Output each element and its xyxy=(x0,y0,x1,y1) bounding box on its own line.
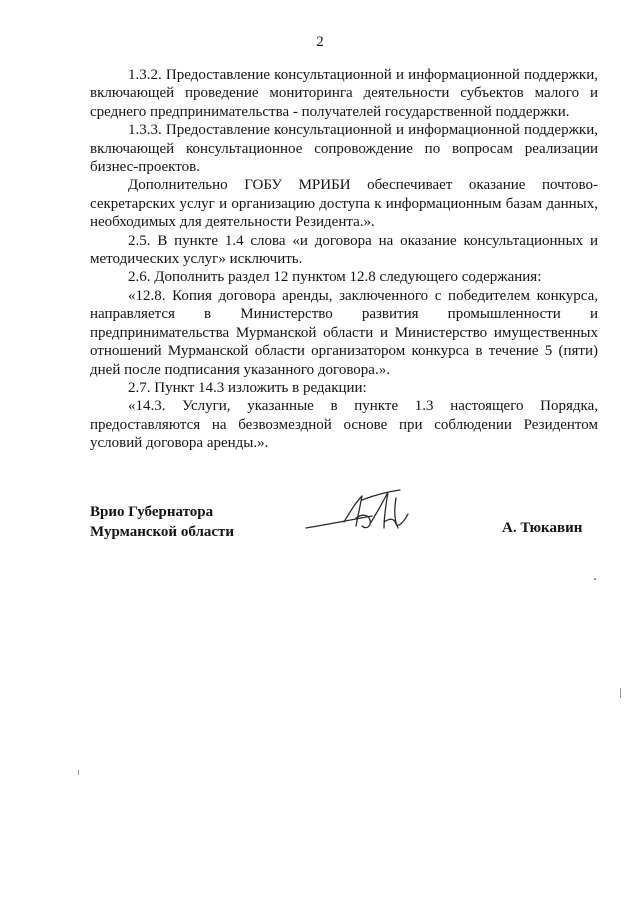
paragraph-2-7: 2.7. Пункт 14.3 изложить в редакции: xyxy=(128,379,367,396)
signer-title-line-2: Мурманской области xyxy=(90,524,235,540)
paragraph-1-3-3: 1.3.3. Предоставление консультационной и информационной поддержки, включающей консультационное сопровождение по вопросам реализации бизнес-проектов. xyxy=(90,122,598,176)
paragraph-2-6: 2.6. Дополнить раздел 12 пунктом 12.8 следующего содержания: xyxy=(128,269,542,286)
signer-name: А. Тюкавин xyxy=(502,520,583,536)
paragraph-1-3-2: 1.3.2. Предоставление консультационной и информационной поддержки, включающей проведение мониторинга деятельности субъектов малого и среднего предпринимательства - получателей государственной поддержки. xyxy=(90,67,598,120)
handwritten-signature xyxy=(300,484,430,544)
scan-speck xyxy=(620,688,621,698)
paragraph-14-3: «14.3. Услуги, указанные в пункте 1.3 настоящего Порядка, предоставляются на безвозмездной основе при соблюдении Резидентом условий договора аренды.». xyxy=(90,398,598,452)
page-number: 2 xyxy=(316,34,324,50)
document-body xyxy=(90,66,598,453)
scan-speck xyxy=(594,578,596,580)
signer-title xyxy=(90,502,234,542)
paragraph-additional-services: Дополнительно ГОБУ МРИБИ обеспечивает оказание почтово-секретарских услуг и организацию доступа к информационным базам данных, необходимых для деятельности Резидента.». xyxy=(90,177,598,231)
scan-speck xyxy=(78,770,79,775)
paragraph-2-5: 2.5. В пункте 1.4 слова «и договора на оказание консультационных и методических услуг» исключить. xyxy=(90,232,598,268)
signer-title-line-1: Врио Губернатора xyxy=(90,504,214,520)
paragraph-12-8: «12.8. Копия договора аренды, заключенного с победителем конкурса, направляется в Министерство развития промышленности и предпринимательства Мурманской области и Министерство имущественных отношений Мурманской области организатором конкурса в течение 5 (пяти) дней после подписания указанного договора.». xyxy=(90,287,598,378)
